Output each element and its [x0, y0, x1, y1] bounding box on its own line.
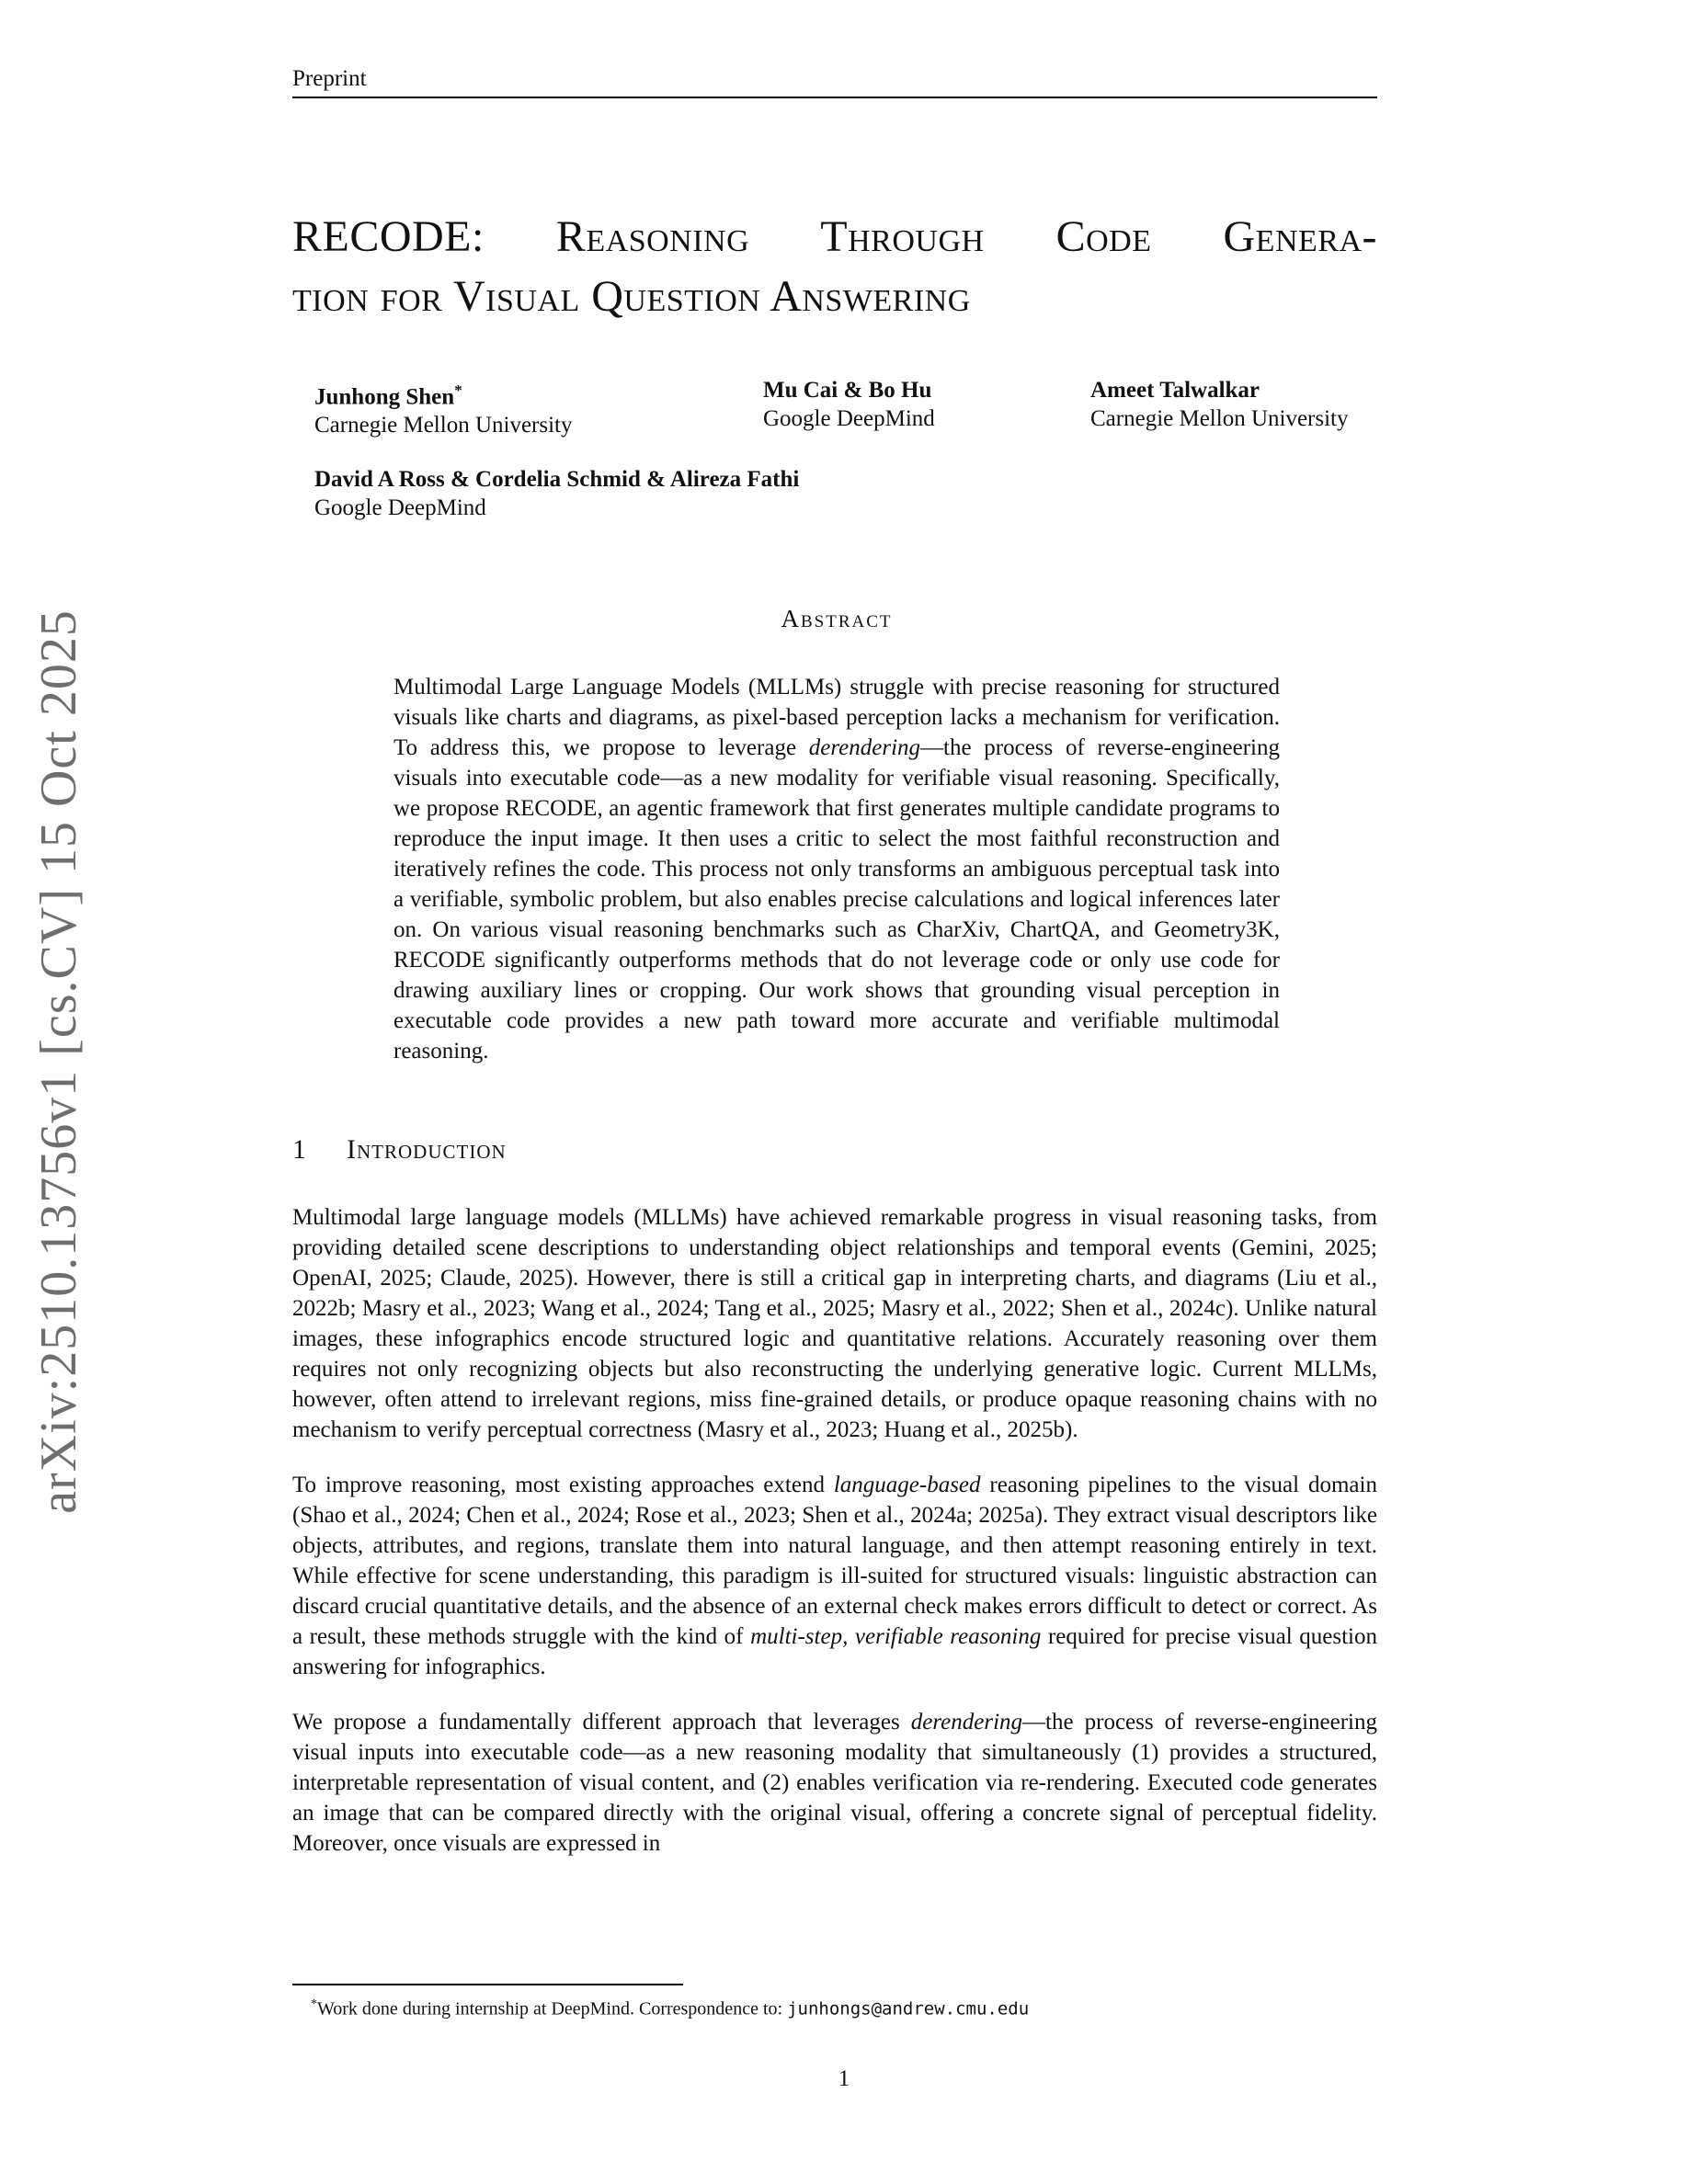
author-footnote-mark: * — [454, 381, 462, 399]
section-heading-introduction — [292, 1134, 1377, 1166]
author-name — [763, 376, 1090, 404]
author-block — [314, 376, 763, 439]
author-name — [314, 376, 763, 411]
author-row-2 — [292, 465, 1377, 522]
footnote-body: Work done during internship at DeepMind. Correspondence to: — [317, 1998, 788, 2019]
page-number: 1 — [838, 2066, 850, 2091]
section-title: Introduction — [347, 1134, 507, 1166]
author-row-1 — [292, 376, 1377, 439]
footnote-rule — [292, 1984, 683, 1985]
author-name — [314, 465, 799, 494]
abstract-section — [393, 605, 1280, 1066]
paper-title-line2: tion for Visual Question Answering — [292, 272, 971, 321]
preprint-label: Preprint — [292, 66, 367, 91]
author-affiliation: Carnegie Mellon University — [1090, 406, 1349, 431]
intro-paragraph-2: To improve reasoning, most existing approaches extend language-based reasoning pipelines to the visual domain (Shao et al., 2024; Chen et al., 2024; Rose et al., 2023; Shen et al., 2024a; 2025a). They extract visual descriptors like objects, attributes, and regions, translate them into natural language, and then attempt reasoning entirely in text. While effective for scene understanding, this paradigm is ill-suited for structured visuals: linguistic abstraction can discard crucial quantitative details, and the absence of an external check makes errors difficult to detect or correct. As a result, these methods struggle with the kind of multi-step, verifiable reasoning required for precise visual question answering for infographics. — [292, 1473, 1377, 1680]
abstract-heading: Abstract — [781, 605, 893, 633]
footnote-marker: * — [311, 1997, 317, 2011]
intro-paragraph-1: Multimodal large language models (MLLMs) have achieved remarkable progress in visual reasoning tasks, from providing detailed scene descriptions to understanding object relationships and temporal events (Gemini, 2025; OpenAI, 2025; Claude, 2025). However, there is still a critical gap in interpreting charts, and diagrams (Liu et al., 2022b; Masry et al., 2023; Wang et al., 2024; Tang et al., 2025; Masry et al., 2022; Shen et al., 2024c). Unlike natural images, these infographics encode structured logic and quantitative relations. Accurately reasoning over them requires not only recognizing objects but also reconstructing the underlying generative logic. Current MLLMs, however, often attend to irrelevant regions, miss fine-grained details, or produce opaque reasoning chains with no mechanism to verify perceptual correctness (Masry et al., 2023; Huang et al., 2025b). — [292, 1205, 1377, 1443]
correspondence-email: junhongs@andrew.cmu.edu — [787, 1998, 1030, 2019]
intro-paragraph-3: We propose a fundamentally different approach that leverages derendering—the process of reverse-engineering visual inputs into executable code—as a new reasoning modality that simultaneously (1) provides a structured, interpretable representation of visual content, and (2) enables verification via re-rendering. Executed code generates an image that can be compared directly with the original visual, offering a concrete signal of perceptual fidelity. Moreover, once visuals are expressed in — [292, 1710, 1377, 1857]
footnote-text — [292, 1993, 1377, 2021]
author-affiliation: Google DeepMind — [763, 406, 935, 431]
content-column — [292, 0, 1377, 1859]
author-name — [1090, 376, 1377, 404]
arxiv-watermark: arXiv:2510.13756v1 [cs.CV] 15 Oct 2025 — [30, 609, 87, 1514]
author-name-text: David A Ross & Cordelia Schmid & Alireza Fathi — [314, 467, 800, 493]
abstract-text: Multimodal Large Language Models (MLLMs) struggle with precise reasoning for structured visuals like charts and diagrams, as pixel-based perception lacks a mechanism for verification. To address this, we propose to leverage derendering—the process of reverse-engineering visuals into executable code—as a new modality for verifiable visual reasoning. Specifically, we propose RECODE, an agentic framework that first generates multiple candidate programs to reproduce the input image. It then uses a critic to select the most faithful reconstruction and iteratively refines the code. This process not only transforms an ambiguous perceptual task into a verifiable, symbolic problem, but also enables precise calculations and logical inferences later on. On various visual reasoning benchmarks such as CharXiv, ChartQA, and Geometry3K, RECODE significantly outperforms methods that do not leverage code or only use code for drawing auxiliary lines or cropping. Our work shows that grounding visual perception in executable code provides a new path toward more accurate and verifiable multimodal reasoning. — [393, 675, 1281, 1064]
author-block — [314, 465, 799, 522]
author-block — [1090, 376, 1377, 439]
paper-title-line1: RECODE: Reasoning Through Code Genera- — [292, 212, 1377, 261]
author-name-text: Ameet Talwalkar — [1090, 378, 1260, 403]
author-affiliation: Carnegie Mellon University — [314, 413, 573, 438]
header-rule — [292, 97, 1377, 98]
running-header — [292, 0, 1377, 98]
author-name-text: Junhong Shen — [314, 384, 455, 410]
author-name-text: Mu Cai & Bo Hu — [763, 378, 932, 403]
paper-title — [292, 207, 1377, 326]
footnote-area — [292, 1984, 1377, 2021]
author-block — [763, 376, 1090, 439]
author-affiliation: Google DeepMind — [314, 495, 486, 521]
section-number: 1 — [292, 1134, 306, 1166]
